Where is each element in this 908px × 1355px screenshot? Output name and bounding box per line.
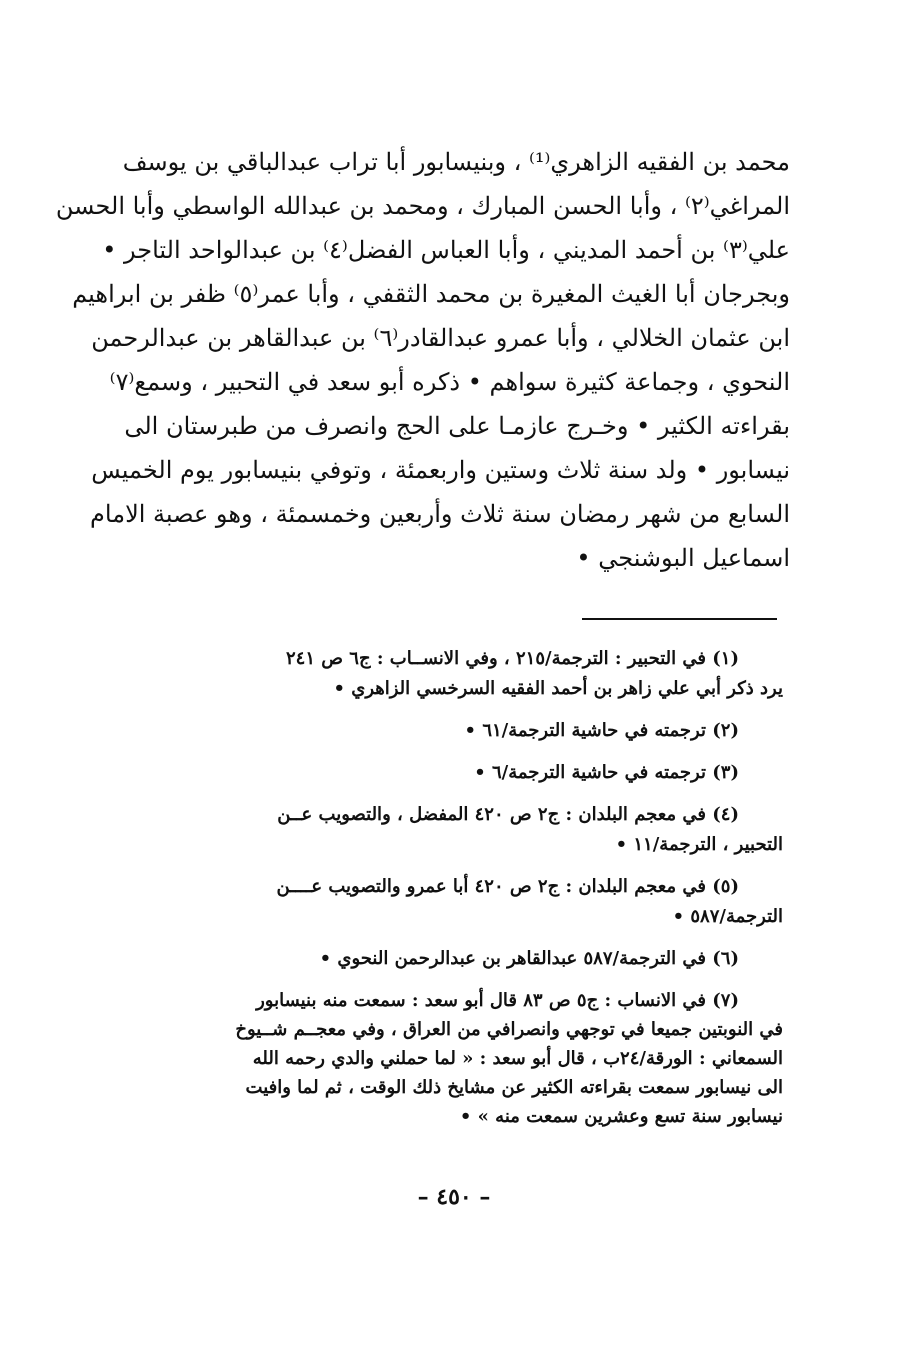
- main-text-line: ابن عثمان الخلالي ، وأبا عمرو عبدالقادر⁽٦⁾ بن عبدالقاهر بن عبدالرحمن: [91, 324, 790, 352]
- page-number: – ٤٥٠ –: [417, 1184, 491, 1210]
- main-text-line: المراغي⁽٢⁾ ، وأبا الحسن المبارك ، ومحمد بن عبدالله الواسطي وأبا الحسن: [55, 192, 790, 220]
- main-text-line: نيسابور • ولد سنة ثلاث وستين واربعمئة ، وتوفي بنيسابور يوم الخميس: [91, 456, 790, 484]
- main-text-line: السابع من شهر رمضان سنة ثلاث وأربعين وخمسمئة ، وهو عصبة الامام: [90, 500, 790, 528]
- footnote-2: [138, 716, 783, 746]
- footnote-4: [138, 800, 783, 860]
- main-text-line: بقراءته الكثير • وخـرج عازمـا على الحج وانصرف من طبرستان الى: [124, 412, 790, 440]
- footnote-line: (٢) ترجمته في حاشية الترجمة/٦١ •: [464, 720, 739, 741]
- footnote-3: [138, 758, 783, 788]
- footnote-line: يرد ذكر أبي علي زاهر بن أحمد الفقيه السرخسي الزاهري •: [333, 678, 783, 699]
- footnote-line: التحبير ، الترجمة/١١ •: [615, 834, 783, 855]
- main-text-line: علي⁽٣⁾ بن أحمد المديني ، وأبا العباس الفضل⁽٤⁾ بن عبدالواحد التاجر •: [102, 236, 790, 264]
- main-body-text: [55, 140, 790, 580]
- footnote-line: (٦) في الترجمة/٥٨٧ عبدالقاهر بن عبدالرحمن النحوي •: [319, 948, 739, 969]
- main-text-line: اسماعيل البوشنجي •: [576, 544, 790, 572]
- footnote-line: (٣) ترجمته في حاشية الترجمة/٦ •: [474, 762, 739, 783]
- footnote-line: في النوبتين جميعا في توجهي وانصرافي من العراق ، وفي معجــم شــيوخ: [235, 1019, 783, 1040]
- footnote-line: السمعاني : الورقة/٢٤ب ، قال أبو سعد : « لما حملني والدي رحمه الله: [252, 1048, 783, 1069]
- footnote-line: (٥) في معجم البلدان : ج٢ ص ٤٢٠ أبا عمرو والتصويب عــــن: [276, 876, 739, 897]
- footnote-5: [138, 872, 783, 932]
- main-text-line: محمد بن الفقيه الزاهري⁽¹⁾ ، وبنيسابور أبا تراب عبدالباقي بن يوسف: [122, 148, 790, 176]
- footnote-line: الى نيسابور سمعت بقراءته الكثير عن مشايخ ذلك الوقت ، ثم لما وافيت: [245, 1077, 783, 1098]
- main-text-line: النحوي ، وجماعة كثيرة سواهم • ذكره أبو سعد في التحبير ، وسمع⁽٧⁾: [109, 368, 790, 396]
- footnote-1: [138, 644, 783, 704]
- footnotes-section: [138, 644, 783, 1143]
- footnote-line: (١) في التحبير : الترجمة/٢١٥ ، وفي الانســاب : ج٦ ص ٢٤١: [285, 648, 739, 669]
- footnote-line: الترجمة/٥٨٧ •: [672, 906, 783, 927]
- footnote-line: (٧) في الانساب : ج٥ ص ٨٣ قال أبو سعد : سمعت منه بنيسابور: [256, 990, 739, 1011]
- footnote-line: نيسابور سنة تسع وعشرين سمعت منه » •: [459, 1106, 783, 1127]
- footnote-6: [138, 944, 783, 974]
- footnote-7: [138, 986, 783, 1131]
- main-text-line: وبجرجان أبا الغيث المغيرة بن محمد الثقفي ، وأبا عمر⁽٥⁾ ظفر بن ابراهيم: [72, 280, 790, 308]
- footnote-divider: [582, 618, 777, 620]
- footnote-line: (٤) في معجم البلدان : ج٢ ص ٤٢٠ المفضل ، والتصويب عــن: [277, 804, 739, 825]
